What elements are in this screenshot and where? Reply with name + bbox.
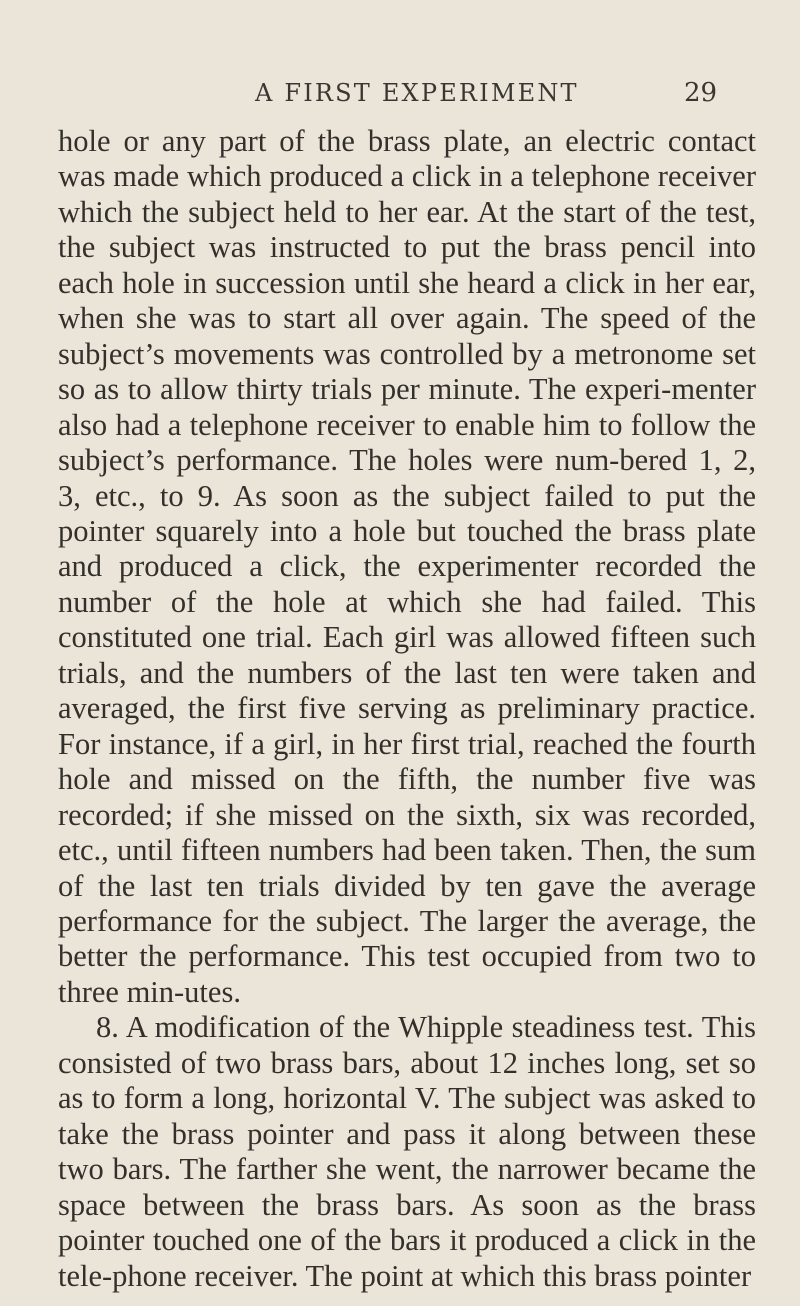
paragraph-continued: hole or any part of the brass plate, an electric contact was made which produced a click in a telephone receiver which the subject held to her ear. At the start of the test, the subject was instructed to put the brass pencil into each hole in succession until she heard a click in her ear, when she was to start all over again. The speed of the subject’s movements was controlled by a metronome set so as to allow thirty trials per minute. The experi-menter also had a telephone receiver to enable him to follow the subject’s performance. The holes were num-bered 1, 2, 3, etc., to 9. As soon as the subject failed to put the pointer squarely into a hole but touched the brass plate and produced a click, the experimenter recorded the number of the hole at which she had failed. This constituted one trial. Each girl was allowed fifteen such trials, and the numbers of the last ten were taken and averaged, the first five serving as preliminary practice. For instance, if a girl, in her first trial, reached the fourth hole and missed on the fifth, the number five was recorded; if she missed on the sixth, six was recorded, etc., until fifteen numbers had been taken. Then, the sum of the last ten trials divided by ten gave the average performance for the subject. The larger the average, the better the performance. This test occupied from two to three min-utes. <box>58 124 756 1009</box>
paragraph-item-8: 8. A modification of the Whipple steadiness test. This consisted of two brass bars, about 12 inches long, set so as to form a long, horizontal V. The subject was asked to take the brass pointer and pass it along between these two bars. The farther she went, the narrower became the space between the brass bars. As soon as the brass pointer touched one of the bars it produced a click in the tele-phone receiver. The point at which this brass pointer <box>58 1010 756 1293</box>
body-text <box>58 124 756 1294</box>
page-number: 29 <box>684 78 718 108</box>
running-title: A FIRST EXPERIMENT <box>255 79 579 107</box>
running-head <box>0 78 800 114</box>
